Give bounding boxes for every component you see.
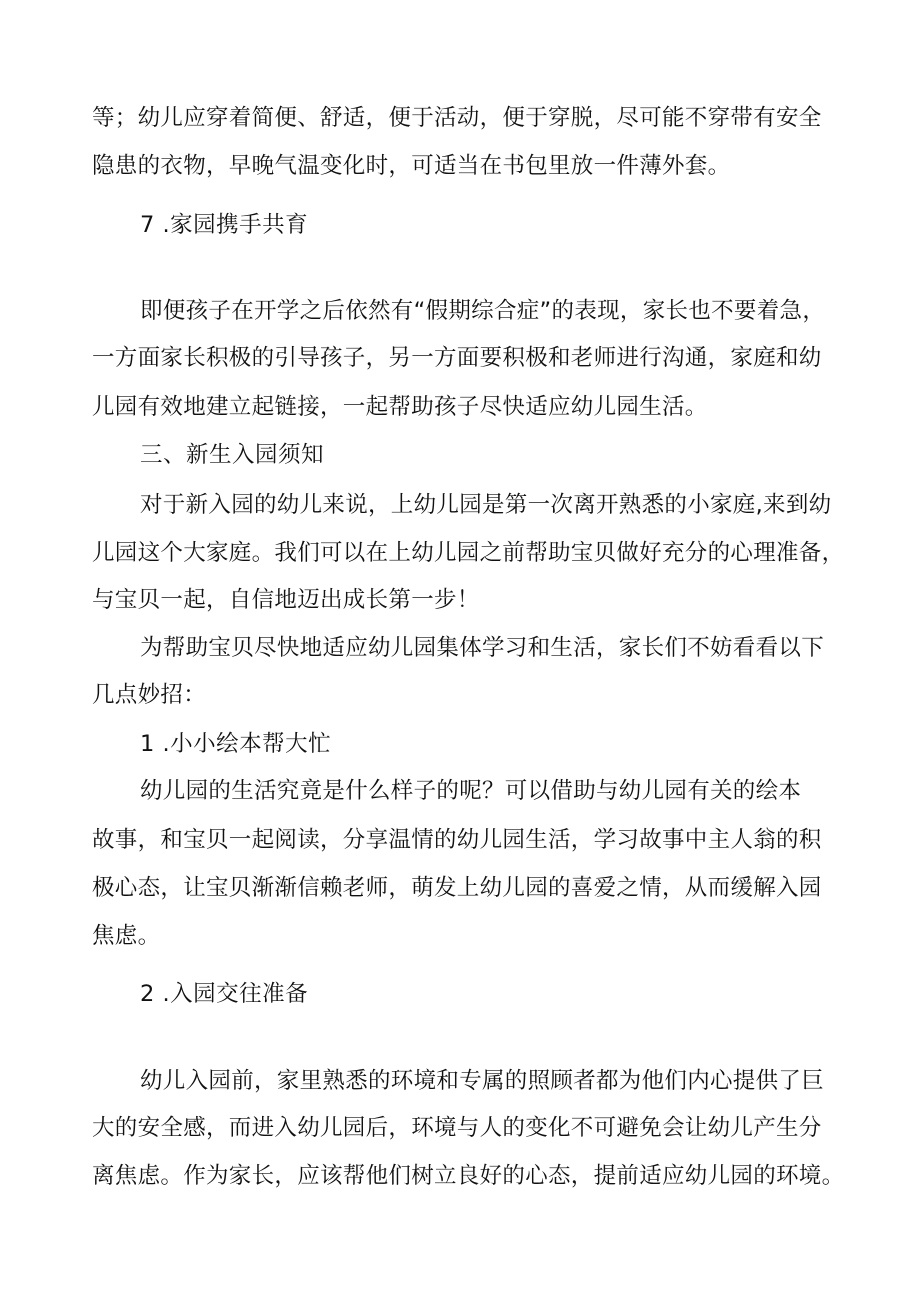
- section-heading-new-student: 三、新生入园须知: [140, 442, 325, 468]
- paragraph-new-student-line-1: 对于新入园的幼儿来说，上幼儿园是第一次离开熟悉的小家庭,来到幼: [140, 492, 832, 518]
- paragraph-picture-books-line-1: 幼儿园的生活究竟是什么样子的呢？可以借助与幼儿园有关的绘本: [140, 778, 802, 804]
- paragraph-picture-books-line-2: 故事，和宝贝一起阅读，分享温情的幼儿园生活，学习故事中主人翁的积: [92, 827, 822, 853]
- paragraph-new-student-line-3: 与宝贝一起，自信地迈出成长第一步！: [92, 587, 480, 613]
- paragraph-picture-books-line-3: 极心态，让宝贝渐渐信赖老师，萌发上幼儿园的喜爱之情，从而缓解入园: [92, 875, 822, 901]
- paragraph-picture-books-line-4: 焦虑。: [92, 923, 161, 949]
- section-heading-social-prep: 2 .入园交往准备: [140, 981, 309, 1007]
- paragraph-clothing-line-2: 隐患的衣物，早晚气温变化时，可适当在书包里放一件薄外套。: [92, 153, 731, 179]
- paragraph-holiday-syndrome-line-3: 儿园有效地建立起链接，一起帮助孩子尽快适应幼儿园生活。: [92, 394, 708, 420]
- paragraph-holiday-syndrome-line-1: 即便孩子在开学之后依然有“假期综合症”的表现，家长也不要着急，: [140, 298, 826, 324]
- section-heading-home-school: 7 .家园携手共育: [140, 212, 309, 238]
- paragraph-new-student-line-2: 儿园这个大家庭。我们可以在上幼儿园之前帮助宝贝做好充分的心理准备，: [92, 540, 845, 566]
- paragraph-social-prep-line-1: 幼儿入园前，家里熟悉的环境和专属的照顾者都为他们内心提供了巨: [140, 1068, 825, 1094]
- paragraph-holiday-syndrome-line-2: 一方面家长积极的引导孩子，另一方面要积极和老师进行沟通，家庭和幼: [92, 345, 822, 371]
- section-heading-picture-books: 1 .小小绘本帮大忙: [140, 731, 332, 757]
- paragraph-social-prep-line-2: 大的安全感，而进入幼儿园后，环境与人的变化不可避免会让幼儿产生分: [92, 1115, 822, 1141]
- paragraph-clothing-line-1: 等；幼儿应穿着简便、舒适，便于活动，便于穿脱，尽可能不穿带有安全: [92, 105, 822, 131]
- paragraph-social-prep-line-3: 离焦虑。作为家长，应该帮他们树立良好的心态，提前适应幼儿园的环境。: [92, 1163, 845, 1189]
- paragraph-tips-intro-line-1: 为帮助宝贝尽快地适应幼儿园集体学习和生活，家长们不妨看看以下: [140, 635, 825, 661]
- paragraph-tips-intro-line-2: 几点妙招：: [92, 682, 207, 708]
